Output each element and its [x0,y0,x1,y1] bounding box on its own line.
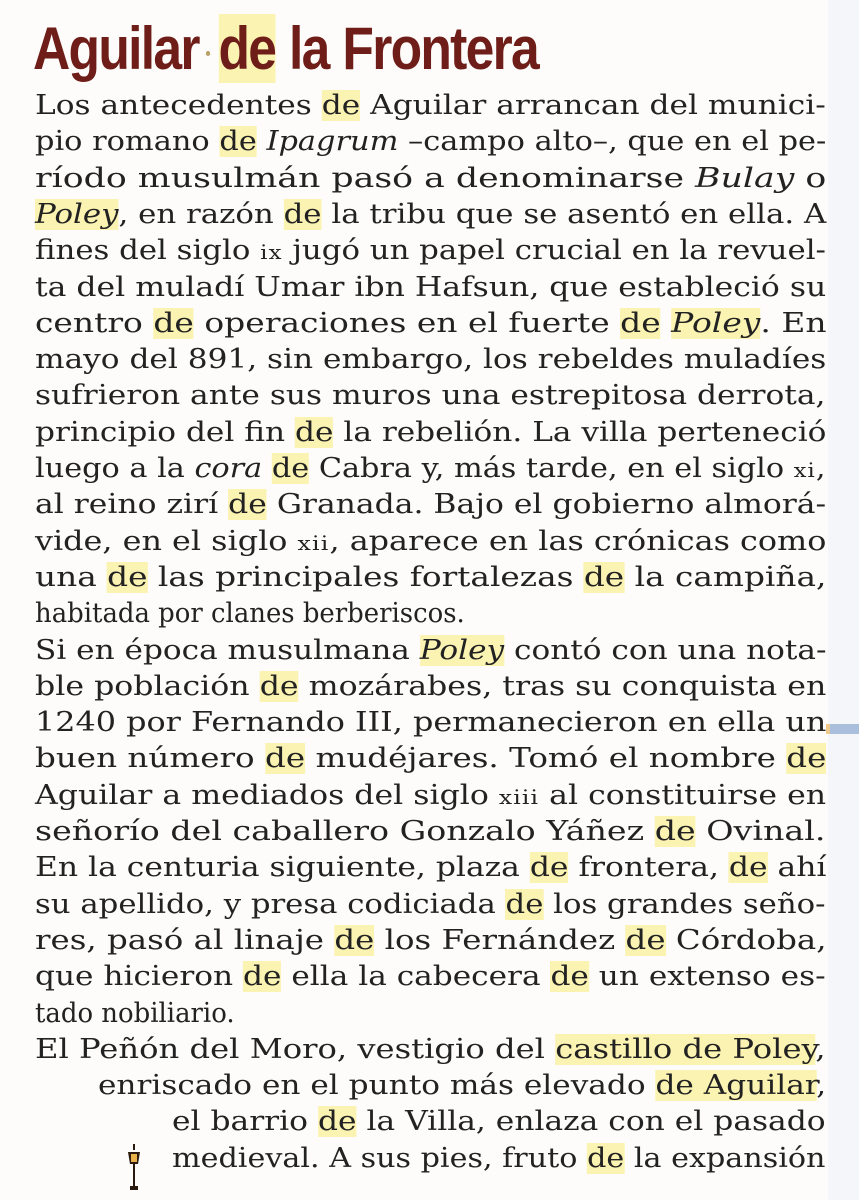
text-line [35,887,826,923]
text-segment: En la centuria siguiente, plaza [35,852,530,884]
text-line [172,1104,826,1140]
text-segment: Ovinal. [695,816,826,847]
highlighted-word: de [625,924,666,956]
text-segment: , aparece en las crónicas como [329,525,827,557]
text-segment: res, pasó al linaje [35,924,335,956]
text-line [35,88,826,124]
text-segment: la Villa, enlaza con el pasado [356,1106,826,1138]
title-word-highlighted: de [218,15,276,82]
text-segment: buen número [35,743,265,775]
text-segment: –campo alto–, que en el pe- [398,126,827,158]
highlighted-word: Poley [419,634,505,666]
text-segment: xiii [498,784,540,809]
text-segment: principio del fin [35,416,296,448]
text-segment: Córdoba, [665,924,827,956]
text-segment: Los antecedentes [35,90,322,121]
text-segment: ble población [35,670,260,702]
text-segment: , [815,1033,826,1065]
text-segment: sufrieron ante sus muros una estrepitosa derrota, [35,380,826,412]
text-line [35,596,465,632]
text-segment: centro [35,307,154,339]
text-line [35,197,826,233]
text-segment [661,308,671,339]
text-segment: los Fernández [374,924,626,956]
text-segment: una [35,561,108,593]
text-line [35,1032,826,1068]
text-segment: enriscado en el punto más elevado [98,1070,656,1102]
street-lamp-icon [124,1144,144,1190]
text-segment: el barrio [172,1106,318,1138]
text-segment: que hicieron [35,961,244,993]
highlighted-word: Poley [35,198,119,230]
scroll-marker [826,724,859,734]
title-word: la [289,15,329,82]
text-segment: o [794,162,827,194]
text-line [35,487,826,523]
text-segment: frontera, [568,852,729,884]
text-line [35,923,827,959]
text-segment: ríodo musulmán pasó a denominarse [35,162,696,194]
document-title [33,14,552,83]
text-segment: Granada. Bajo el gobierno almorá- [266,489,827,521]
text-segment: ix [260,240,283,265]
text-segment: mudéjares. Tomó el nombre [305,743,787,775]
title-word: Frontera [342,15,538,82]
text-line [35,342,826,378]
text-segment: El Peñón del Moro, vestigio del [35,1033,556,1065]
text-segment: la rebelión. La villa perteneció [333,416,827,448]
text-segment: fines del siglo [35,235,261,267]
text-segment: un extenso es- [588,961,826,993]
text-line [35,233,826,269]
text-segment: al constituirse en [539,779,827,811]
text-segment: los grandes seño- [543,888,826,920]
text-segment: pio romano [35,126,220,158]
highlighted-word: de [107,561,148,593]
text-segment: . En [760,307,827,339]
text-line [35,270,826,306]
text-line [35,560,826,596]
text-segment: Si en época musulmana [35,634,420,666]
bullet-dot [206,51,210,56]
text-segment: ahí [767,852,827,884]
highlighted-word: de [264,743,306,775]
text-segment: ella la cabecera [281,961,551,993]
highlighted-word: de [228,489,267,521]
text-line [35,959,826,995]
text-segment: mayo del 891, sin embargo, los rebeldes muladíes [35,344,827,376]
text-segment: medieval. A sus pies, fruto [172,1142,588,1174]
text-line [35,415,826,451]
text-segment: la expansión [624,1142,826,1174]
text-line [35,378,825,414]
text-segment: las principales fortalezas [147,561,584,593]
text-segment: , [816,1070,827,1102]
text-line [35,306,827,342]
text-line [35,633,826,669]
highlighted-word: de [153,307,194,339]
text-segment: , en razón [118,198,284,230]
text-line [35,161,826,197]
text-line [172,1141,825,1177]
text-line [35,778,826,814]
text-segment: mozárabes, tras su conquista en [298,670,827,702]
text-segment: 1240 por Fernando III, permanecieron en ella un [35,707,827,739]
highlighted-word: de [583,561,625,593]
text-segment: Bulay [695,162,795,194]
text-segment: Cabra y, más tarde, en el siglo [309,453,794,484]
text-segment: ta del muladí Umar ibn Hafsun, que estableció su [35,271,827,303]
text-segment: Aguilar arrancan del munici- [360,90,826,121]
title-word: Aguilar [33,15,199,82]
highlighted-word: de [321,90,361,121]
text-line [35,524,826,560]
text-line [35,705,826,741]
text-segment: tado nobiliario. [35,997,235,1029]
text-segment: Aguilar a mediados del siglo [35,779,499,811]
highlighted-word: de [334,924,375,956]
highlighted-word: de [283,198,322,230]
text-segment: xii [297,530,330,555]
text-line [98,1068,826,1104]
highlighted-word: Poley [671,307,761,339]
text-segment [262,453,272,484]
text-segment: la campiña, [624,561,827,593]
highlighted-word: de [587,1142,625,1174]
text-segment: su apellido, y presa codiciada [35,888,506,920]
text-segment: al reino zirí [35,489,229,521]
text-segment: señorío del caballero Gonzalo Yáñez [35,816,655,847]
text-segment: xi [793,458,816,482]
highlighted-word: de [620,307,661,339]
text-segment: contó con una nota- [504,634,827,666]
highlighted-word: de [529,852,569,884]
text-segment: habitada por clanes berberiscos. [35,598,465,630]
highlighted-word: de Aguilar [655,1070,817,1102]
highlighted-word: de [505,888,544,920]
highlighted-word: de [243,961,282,993]
highlighted-word: de [728,852,768,884]
text-segment: cora [194,453,263,484]
text-line [35,996,235,1032]
text-segment: operaciones en el fuerte [193,307,621,339]
text-segment: jugó un papel crucial en la revuel- [282,235,826,267]
highlighted-word: de [219,126,257,158]
highlighted-word: de [271,453,310,484]
side-margin [828,0,859,1200]
text-segment [257,126,267,157]
highlighted-word: castillo de Poley [555,1033,816,1065]
text-segment: Ipagrum [266,126,399,158]
text-line [35,669,826,705]
highlighted-word: de [550,961,589,993]
highlighted-word: de [317,1106,357,1138]
text-line [35,451,825,487]
highlighted-word: de [786,743,827,775]
highlighted-word: de [654,816,696,847]
text-segment: luego a la [35,453,195,484]
text-segment: vide, en el siglo [35,525,298,557]
highlighted-word: de [295,416,334,448]
highlighted-word: de [259,670,299,702]
text-segment: la tribu que se asentó en ella. A [321,198,827,230]
text-line [35,814,825,850]
text-segment: , [815,453,826,484]
text-line [35,741,826,777]
text-line [35,850,826,886]
text-line [35,124,826,160]
